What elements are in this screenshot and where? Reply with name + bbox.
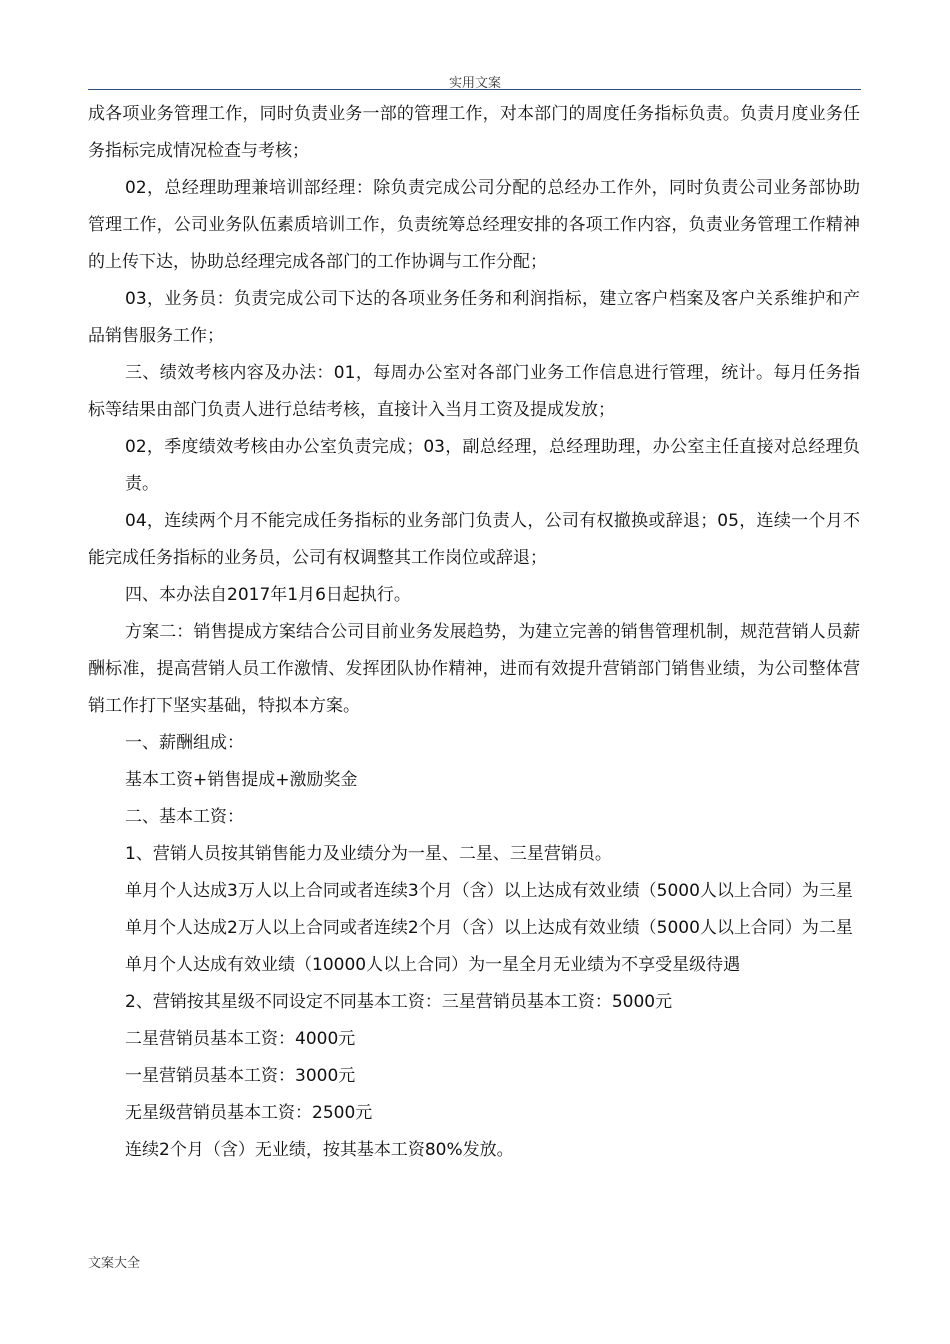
paragraph: 04，连续两个月不能完成任务指标的业务部门负责人，公司有权撤换或辞退；05，连续一个月不能完成任务指标的业务员，公司有权调整其工作岗位或辞退；: [88, 511, 860, 568]
paragraph: 2、营销按其星级不同设定不同基本工资：三星营销员基本工资：5000元: [125, 992, 673, 1012]
paragraph: 三、绩效考核内容及办法：01，每周办公室对各部门业务工作信息进行管理，统计。每月任务指标等结果由部门负责人进行总结考核，直接计入当月工资及提成发放；: [88, 363, 860, 420]
paragraph: 一星营销员基本工资：3000元: [125, 1066, 356, 1086]
paragraph: 一、薪酬组成：: [125, 733, 244, 753]
paragraph: 03，业务员：负责完成公司下达的各项业务任务和利润指标，建立客户档案及客户关系维护和产品销售服务工作；: [88, 289, 860, 346]
paragraph: 单月个人达成3万人以上合同或者连续3个月（含）以上达成有效业绩（5000人以上合同）为三星: [125, 881, 853, 901]
page-footer: 文案大全: [88, 1256, 141, 1271]
paragraph: 1、营销人员按其销售能力及业绩分为一星、二星、三星营销员。: [125, 844, 612, 864]
paragraph: 二星营销员基本工资：4000元: [125, 1029, 356, 1049]
paragraph: 02，季度绩效考核由办公室负责完成；03，副总经理，总经理助理，办公室主任直接对总经理负责。: [125, 437, 860, 494]
header-divider: [88, 89, 861, 90]
paragraph: 无星级营销员基本工资：2500元: [125, 1103, 373, 1123]
paragraph: 单月个人达成有效业绩（10000人以上合同）为一星全月无业绩为不享受星级待遇: [125, 955, 741, 975]
page-header: 实用文案: [448, 76, 501, 91]
paragraph: 方案二：销售提成方案结合公司目前业务发展趋势，为建立完善的销售管理机制，规范营销人员薪酬标准，提高营销人员工作激情、发挥团队协作精神，进而有效提升营销部门销售业绩，为公司整体营销工作打下坚实基础，特拟本方案。: [88, 622, 860, 716]
paragraph: 成各项业务管理工作，同时负责业务一部的管理工作，对本部门的周度任务指标负责。负责月度业务任务指标完成情况检查与考核；: [88, 104, 860, 161]
paragraph: 单月个人达成2万人以上合同或者连续2个月（含）以上达成有效业绩（5000人以上合同）为二星: [125, 918, 853, 938]
paragraph: 二、基本工资：: [125, 807, 244, 827]
paragraph: 连续2个月（含）无业绩，按其基本工资80%发放。: [125, 1140, 514, 1160]
paragraph: 基本工资+销售提成+激励奖金: [125, 770, 358, 790]
document-body: [88, 96, 860, 1169]
paragraph: 02，总经理助理兼培训部经理：除负责完成公司分配的总经办工作外，同时负责公司业务部协助管理工作，公司业务队伍素质培训工作，负责统筹总经理安排的各项工作内容，负责业务管理工作精神的上传下达，协助总经理完成各部门的工作协调与工作分配；: [88, 178, 860, 272]
paragraph: 四、本办法自2017年1月6日起执行。: [125, 585, 411, 605]
